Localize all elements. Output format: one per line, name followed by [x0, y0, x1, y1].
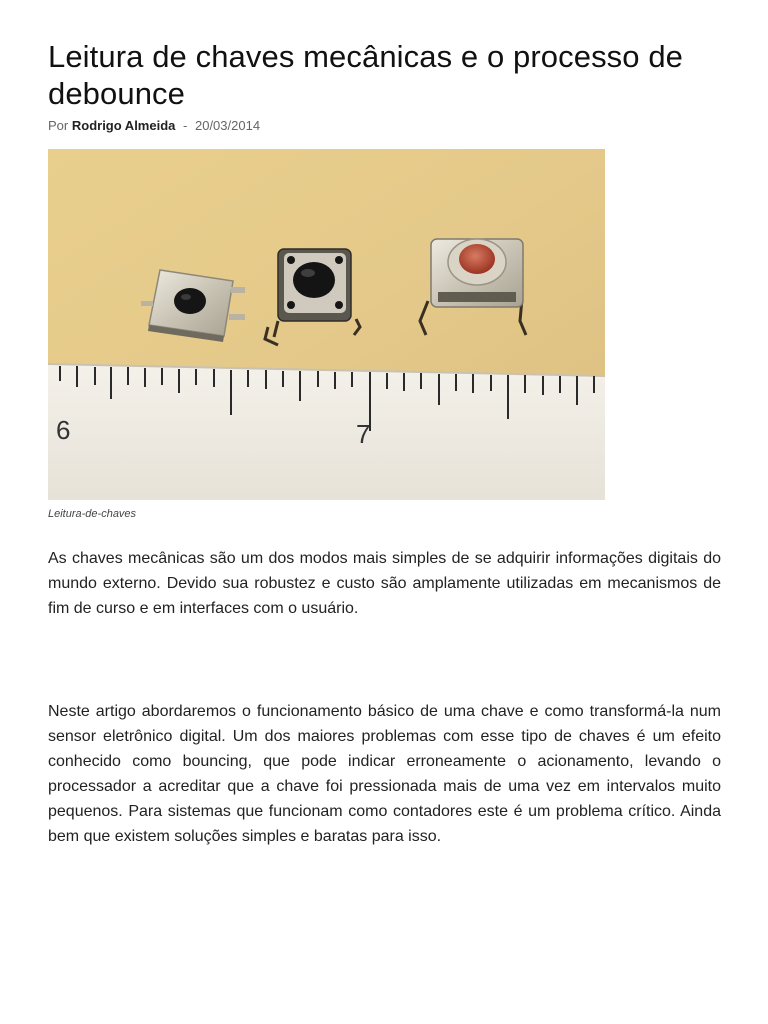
author-link[interactable]: Rodrigo Almeida: [71, 118, 176, 133]
article-image: [48, 149, 605, 500]
paragraph-1: As chaves mecânicas são um dos modos mais simples de se adquirir informações digitais do mundo externo. Devido sua robustez e custo são amplamente utilizadas em mecanismos de fim de curso e em interfaces com o usuário.: [48, 550, 721, 617]
ruler-label-7: 7: [356, 419, 371, 449]
byline-prefix: Por: [48, 118, 69, 133]
paragraph-2: Neste artigo abordaremos o funcionamento básico de uma chave e como transformá-la num sensor eletrônico digital. Um dos maiores problemas com esse tipo de chaves é um efeito conhecido como bouncing, que pode indicar erroneamente o acionamento, levando o processador a acreditar que a chave foi pressionada mais de uma vez em intervalos muito pequenos. Para sistemas que funcionam como contadores este é um problema crítico. Ainda bem que existem soluções simples e baratas para isso.: [48, 703, 721, 845]
image-caption: Leitura-de-chaves: [48, 508, 137, 520]
byline: [48, 117, 260, 135]
ruler-label-6: 6: [56, 415, 71, 445]
byline-separator: -: [183, 118, 188, 133]
publish-date: 20/03/2014: [194, 118, 261, 133]
article-title: Leitura de chaves mecânicas e o processo de debounce: [48, 39, 684, 111]
